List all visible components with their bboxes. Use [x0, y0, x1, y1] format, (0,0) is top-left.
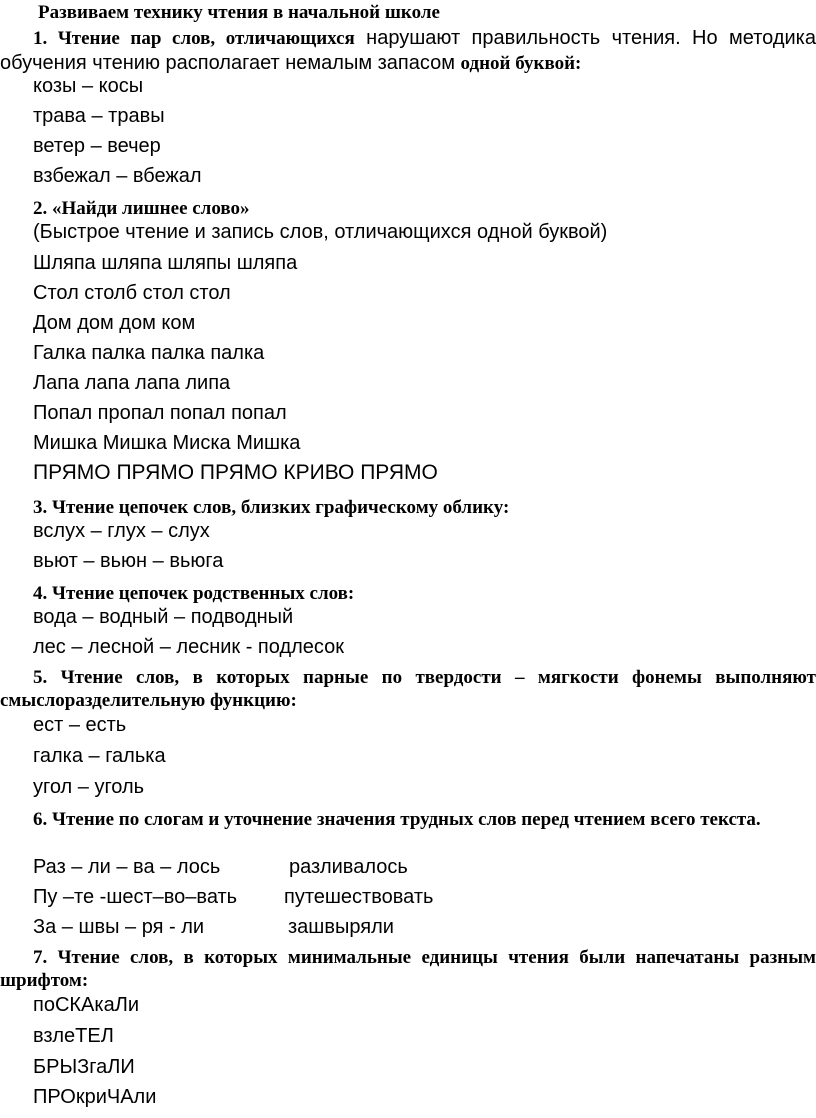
list-item: Дом дом дом ком: [33, 312, 196, 334]
list-item: лес – лесной – лесник - подлесок: [33, 636, 345, 658]
list-item: ПРЯМО ПРЯМО ПРЯМО КРИВО ПРЯМО: [33, 461, 438, 484]
list-item: ест – есть: [33, 714, 127, 736]
list-item: Мишка Мишка Миска Мишка: [33, 432, 301, 454]
list-item: БРЫЗгаЛИ: [33, 1056, 135, 1078]
document-title: Развиваем технику чтения в начальной школе: [38, 2, 440, 23]
section-1-lead: 1. Чтение пар слов, отличающихся: [33, 28, 355, 49]
list-item: вслух – глух – слух: [33, 520, 210, 542]
list-item: взбежал – вбежал: [33, 165, 202, 187]
section-2-heading: 2. «Найди лишнее слово»: [33, 198, 250, 219]
whole-word: зашвыряли: [288, 916, 394, 938]
section-6-heading: 6. Чтение по слогам и уточнение значения трудных слов перед чтением всего текста.: [33, 809, 761, 830]
list-item: взлеТЕЛ: [33, 1025, 114, 1047]
syllable-split: Раз – ли – ва – лось: [33, 856, 221, 878]
list-item: угол – уголь: [33, 776, 145, 798]
section-4-heading: 4. Чтение цепочек родственных слов:: [33, 583, 355, 604]
list-item: ПРОкриЧАли: [33, 1086, 157, 1108]
list-item: галка – галька: [33, 745, 166, 767]
section-2-note: (Быстрое чтение и запись слов, отличающихся одной буквой): [33, 221, 608, 243]
list-item: трава – травы: [33, 105, 165, 127]
list-item: Лапа лапа лапа липа: [33, 372, 231, 394]
section-1-tail: одной буквой:: [460, 53, 582, 74]
list-item: Стол столб стол стол: [33, 282, 231, 304]
list-item: ветер – вечер: [33, 135, 161, 157]
section-1-text: нарушают правильность чтения. Но методика обучения чтению располагает немалым запасом: [0, 27, 816, 74]
list-item: вьют – вьюн – вьюга: [33, 550, 224, 572]
list-item: вода – водный – подводный: [33, 606, 294, 628]
section-1-paragraph: [0, 26, 816, 76]
whole-word: разливалось: [289, 856, 408, 878]
section-5-heading: 5. Чтение слов, в которых парные по твердости – мягкости фонемы выполняют смыслоразделительную функцию:: [0, 667, 816, 711]
whole-word: путешествовать: [284, 886, 434, 908]
syllable-split: Пу –те -шест–во–вать: [33, 886, 238, 908]
list-item: Шляпа шляпа шляпы шляпа: [33, 252, 298, 274]
section-3-heading: 3. Чтение цепочек слов, близких графическому облику:: [33, 497, 510, 518]
list-item: козы – косы: [33, 75, 144, 97]
section-7-heading: 7. Чтение слов, в которых минимальные единицы чтения были напечатаны разным шрифтом:: [0, 947, 816, 991]
syllable-split: За – швы – ря - ли: [33, 916, 205, 938]
list-item: Попал пропал попал попал: [33, 402, 287, 424]
list-item: Галка палка палка палка: [33, 342, 265, 364]
list-item: поСКАкаЛи: [33, 994, 139, 1016]
